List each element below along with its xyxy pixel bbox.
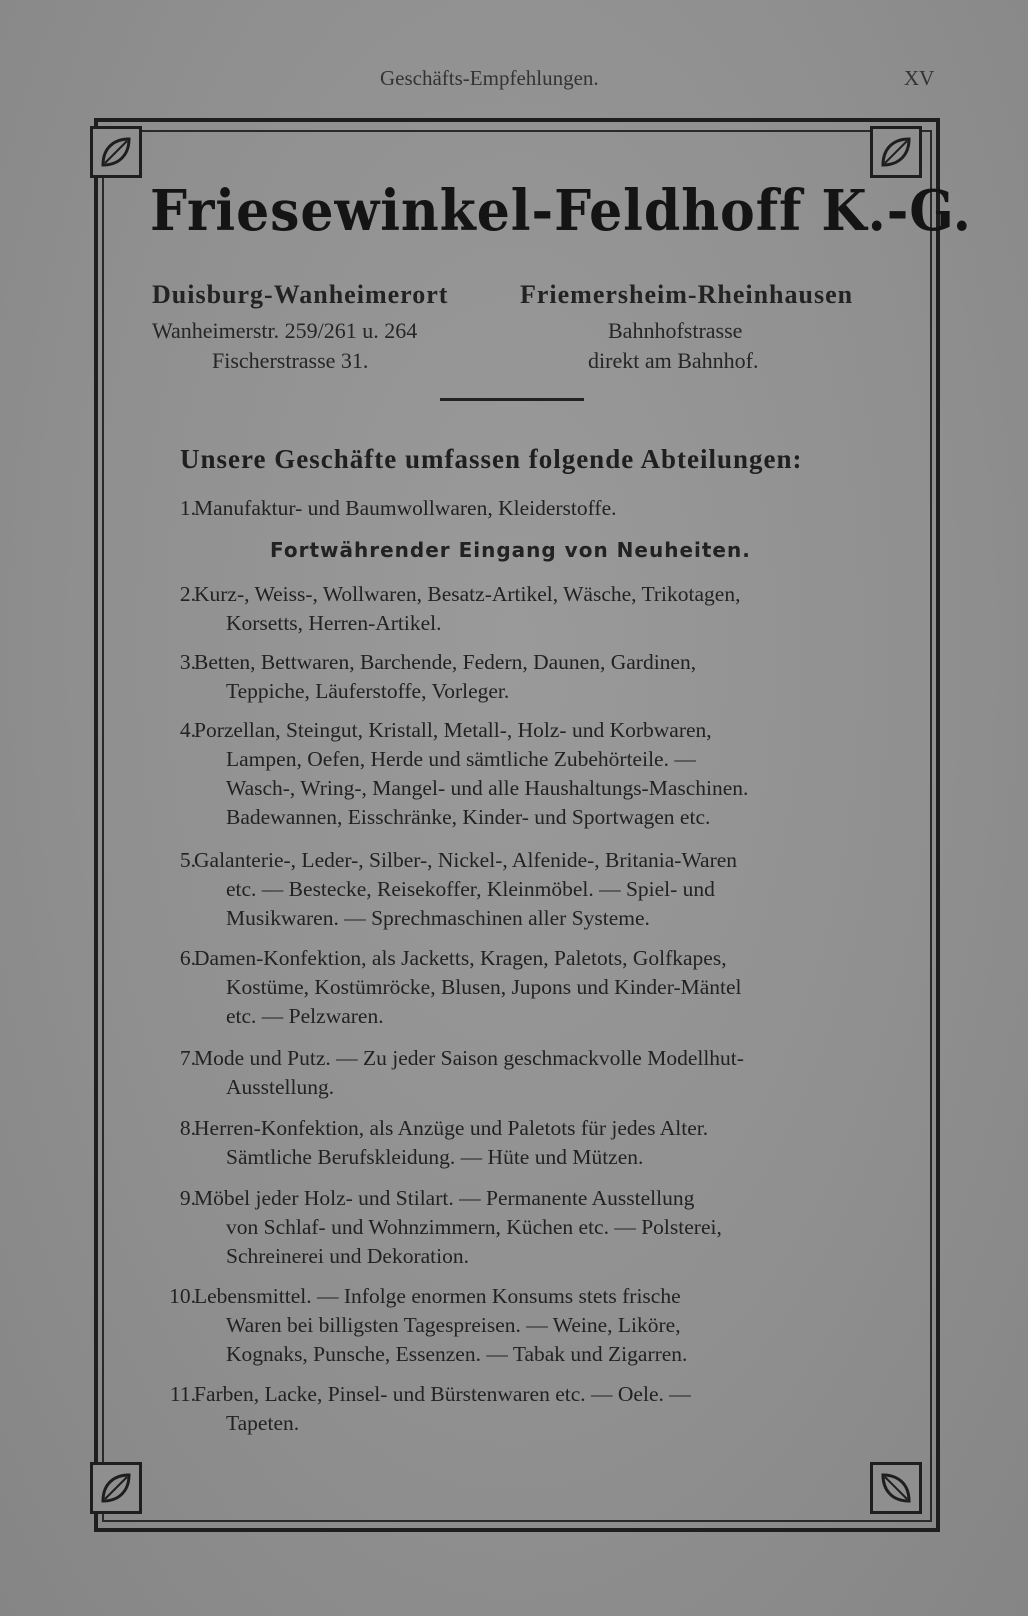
list-item-line: Korsetts, Herren-Artikel. xyxy=(226,611,442,635)
list-item-text xyxy=(194,1114,872,1172)
running-head-title: Geschäfts-Empfehlungen. xyxy=(380,66,599,90)
list-item-line: von Schlaf- und Wohnzimmern, Küchen etc. — Polsterei, xyxy=(226,1215,722,1239)
list-item xyxy=(160,846,872,933)
list-item-text xyxy=(194,580,872,638)
list-item-line: Waren bei billigsten Tagespreisen. — Weine, Liköre, xyxy=(226,1313,681,1337)
location-left-name: Duisburg-Wanheimerort xyxy=(152,280,449,309)
list-item-line: etc. — Pelzwaren. xyxy=(226,1004,384,1028)
list-item-line: Tapeten. xyxy=(226,1411,300,1435)
leaf-ornament-icon xyxy=(877,1469,915,1507)
list-item-line: Kurz-, Weiss-, Wollwaren, Besatz-Artikel, Wäsche, Trikotagen, xyxy=(194,582,741,606)
location-right-address-2: direkt am Bahnhof. xyxy=(588,348,759,373)
list-item xyxy=(160,716,872,832)
list-item-text xyxy=(194,716,872,832)
company-name-heading: Friesewinkel-Feldhoff K.-G. xyxy=(150,178,972,244)
list-item-line: Galanterie-, Leder-, Silber-, Nickel-, Alfenide-, Britania-Waren xyxy=(194,848,738,872)
list-item xyxy=(160,494,872,523)
list-item-line: Mode und Putz. — Zu jeder Saison geschmackvolle Modellhut- xyxy=(194,1046,744,1070)
list-item-text xyxy=(194,1380,872,1438)
list-item xyxy=(160,1380,872,1438)
list-item-line: Lampen, Oefen, Herde und sämtliche Zubehörteile. — xyxy=(226,747,696,771)
list-item xyxy=(160,1114,872,1172)
list-item-line: Wasch-, Wring-, Mangel- und alle Haushaltungs-Maschinen. xyxy=(226,776,749,800)
location-left-address: Wanheimerstr. 259/261 u. 264 xyxy=(152,318,418,343)
location-right-name: Friemersheim-Rheinhausen xyxy=(520,280,854,309)
list-item-line: Farben, Lacke, Pinsel- und Bürstenwaren etc. — Oele. — xyxy=(194,1382,691,1406)
list-item-number: 11. xyxy=(169,1382,196,1406)
list-item-line: Musikwaren. — Sprechmaschinen aller Systeme. xyxy=(226,906,650,930)
list-item-line: Ausstellung. xyxy=(226,1075,335,1099)
list-item-line: Teppiche, Läuferstoffe, Vorleger. xyxy=(226,679,510,703)
corner-ornament-top-left xyxy=(90,126,142,178)
corner-ornament-bottom-left xyxy=(90,1462,142,1514)
list-item-line: Lebensmittel. — Infolge enormen Konsums stets frische xyxy=(194,1284,681,1308)
leaf-ornament-icon xyxy=(877,133,915,171)
list-item-line: Damen-Konfektion, als Jacketts, Kragen, Paletots, Golfkapes, xyxy=(194,946,727,970)
list-item-number: 3. xyxy=(179,650,196,674)
list-item-line: Herren-Konfektion, als Anzüge und Paletots für jedes Alter. xyxy=(194,1116,709,1140)
list-item-text xyxy=(194,944,872,1031)
list-item-number: 5. xyxy=(179,848,196,872)
list-item-number: 10. xyxy=(169,1284,196,1308)
departments-heading: Unsere Geschäfte umfassen folgende Abteilungen: xyxy=(180,444,803,474)
list-item-text xyxy=(194,494,872,523)
list-item-line: Manufaktur- und Baumwollwaren, Kleiderstoffe. xyxy=(194,496,617,520)
list-item-text xyxy=(194,648,872,706)
list-item-text xyxy=(194,1044,872,1102)
list-item xyxy=(160,944,872,1031)
list-item-line: Badewannen, Eisschränke, Kinder- und Sportwagen etc. xyxy=(226,805,711,829)
list-item-number: 4. xyxy=(179,718,196,742)
location-right-address: Bahnhofstrasse xyxy=(608,318,743,343)
list-item-number: 7. xyxy=(179,1046,196,1070)
page-number: XV xyxy=(904,66,935,90)
list-item-number: 2. xyxy=(179,582,196,606)
corner-ornament-top-right xyxy=(870,126,922,178)
leaf-ornament-icon xyxy=(97,1469,135,1507)
location-left-address-2: Fischerstrasse 31. xyxy=(212,348,369,373)
list-item xyxy=(160,580,872,638)
list-item-text xyxy=(194,846,872,933)
list-item-line: Kostüme, Kostümröcke, Blusen, Jupons und Kinder-Mäntel xyxy=(226,975,742,999)
list-item-line: etc. — Bestecke, Reisekoffer, Kleinmöbel. — Spiel- und xyxy=(226,877,715,901)
list-item-text xyxy=(194,1184,872,1271)
list-item-line: Sämtliche Berufskleidung. — Hüte und Mützen. xyxy=(226,1145,644,1169)
list-item-text xyxy=(194,1282,872,1369)
list-item-line: Porzellan, Steingut, Kristall, Metall-, Holz- und Korbwaren, xyxy=(194,718,712,742)
list-item xyxy=(160,1044,872,1102)
running-head xyxy=(0,66,1028,96)
list-item xyxy=(160,1282,872,1369)
list-item-number: 1. xyxy=(179,496,196,520)
list-item xyxy=(160,648,872,706)
corner-ornament-bottom-right xyxy=(870,1462,922,1514)
list-item-line: Möbel jeder Holz- und Stilart. — Permanente Ausstellung xyxy=(194,1186,695,1210)
list-item-line: Betten, Bettwaren, Barchende, Federn, Daunen, Gardinen, xyxy=(194,650,697,674)
list-item-number: 6. xyxy=(179,946,196,970)
leaf-ornament-icon xyxy=(97,133,135,171)
list-item xyxy=(160,1184,872,1271)
list-item-line: Schreinerei und Dekoration. xyxy=(226,1244,469,1268)
divider-rule xyxy=(440,398,584,401)
list-item-number: 9. xyxy=(179,1186,196,1210)
tagline: Fortwährender Eingang von Neuheiten. xyxy=(270,538,751,562)
list-item-line: Kognaks, Punsche, Essenzen. — Tabak und Zigarren. xyxy=(226,1342,688,1366)
list-item-number: 8. xyxy=(179,1116,196,1140)
